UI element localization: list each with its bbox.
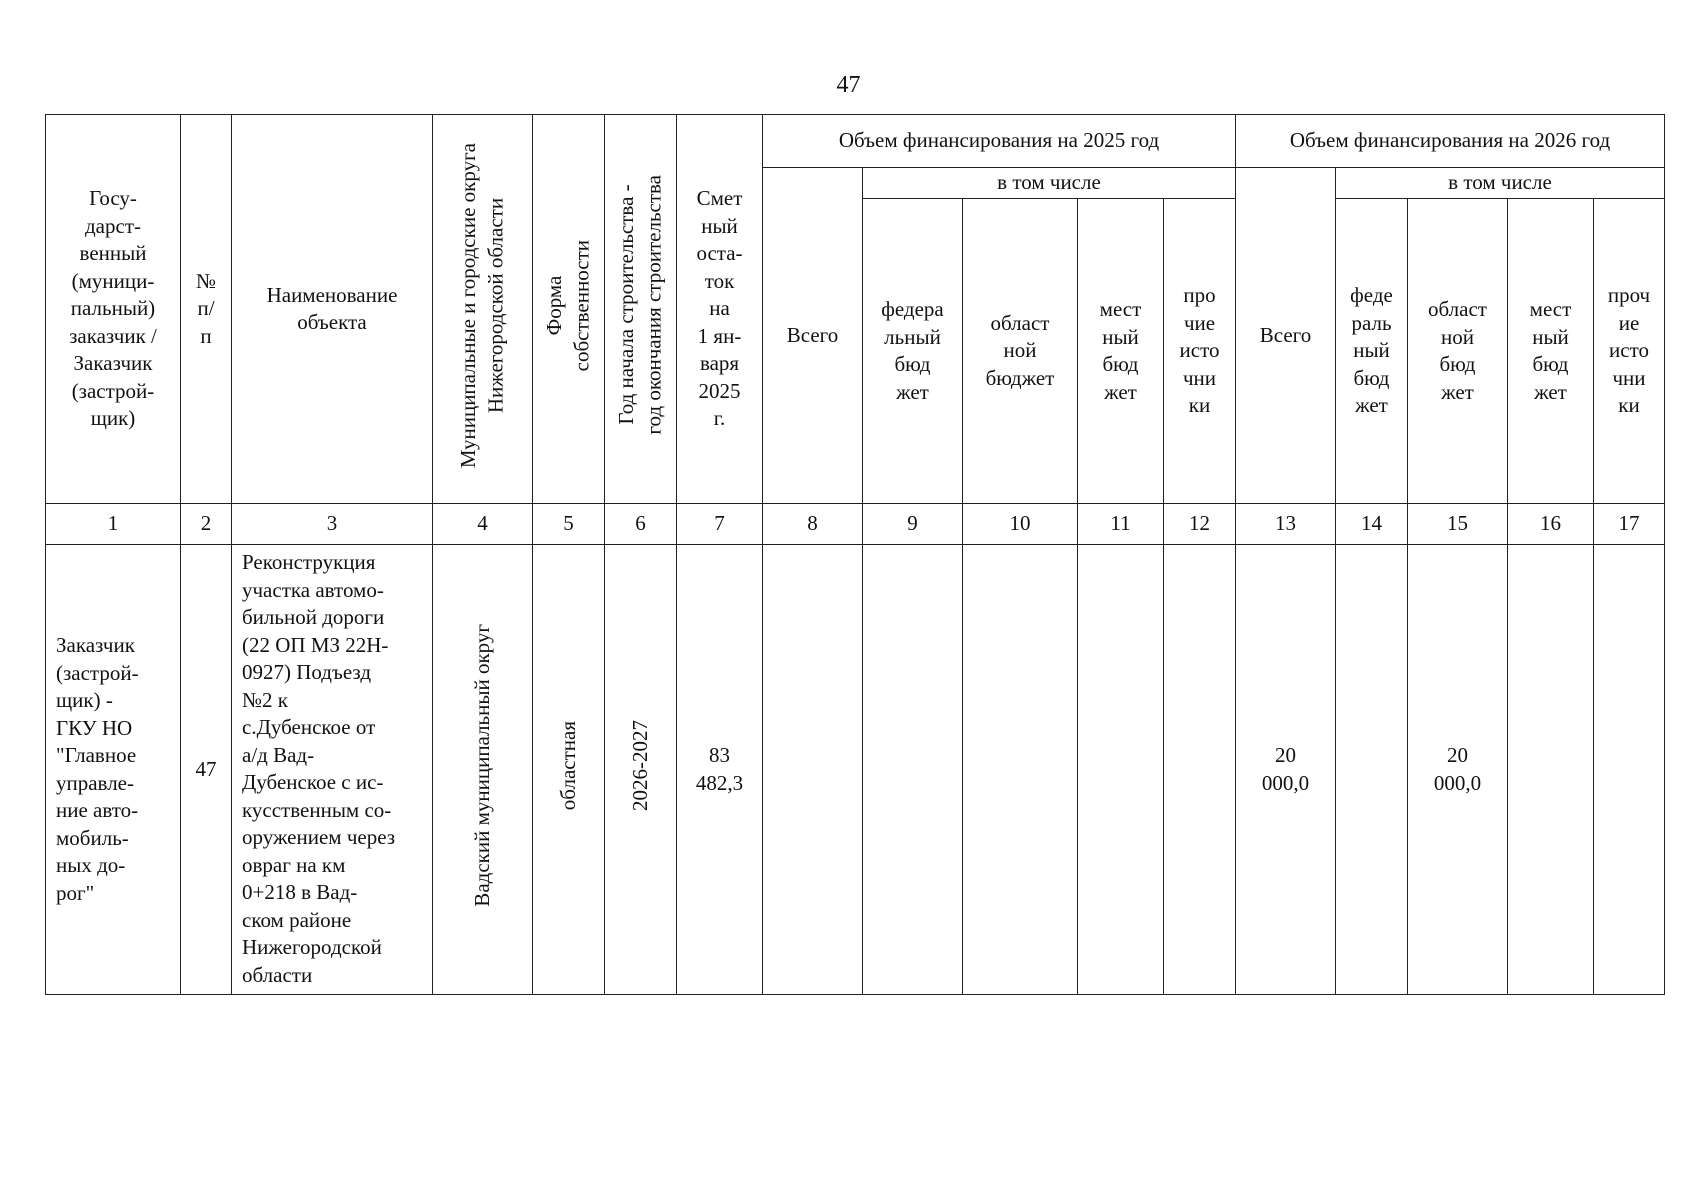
header-local-2025: мест ный бюд жет — [1078, 199, 1164, 504]
header-municipalities: Муниципальные и городские округа Нижегородской области — [433, 115, 533, 504]
column-number-row — [46, 504, 1665, 545]
column-number: 1 — [46, 504, 181, 545]
column-number: 4 — [433, 504, 533, 545]
column-number: 8 — [763, 504, 863, 545]
cell-other-2026 — [1594, 545, 1665, 995]
header-object-name: Наименование объекта — [232, 115, 433, 504]
cell-regional-2026: 20 000,0 — [1408, 545, 1508, 995]
column-number: 14 — [1336, 504, 1408, 545]
header-regional-2026: област ной бюд жет — [1408, 199, 1508, 504]
cell-municipality: Вадский муниципальный округ — [433, 545, 533, 995]
column-number: 9 — [863, 504, 963, 545]
cell-object-name: Реконструкция участка автомо- бильной дороги (22 ОП МЗ 22Н- 0927) Подъезд №2 к с.Дубенское от а/д Вад- Дубенское с ис- кусственным со- оружением через овраг на км 0+218 в Вад- ском районе Нижегородской области — [232, 545, 433, 995]
cell-total-2025 — [763, 545, 863, 995]
header-federal-2026: феде раль ный бюд жет — [1336, 199, 1408, 504]
header-including-2026: в том числе — [1336, 168, 1665, 199]
column-number: 3 — [232, 504, 433, 545]
header-other-2025: про чие исто чни ки — [1164, 199, 1236, 504]
header-including-2025: в том числе — [863, 168, 1236, 199]
column-number: 16 — [1508, 504, 1594, 545]
column-number: 5 — [533, 504, 605, 545]
cell-total-2026: 20 000,0 — [1236, 545, 1336, 995]
cell-other-2025 — [1164, 545, 1236, 995]
header-federal-2025: федера льный бюд жет — [863, 199, 963, 504]
table-row — [46, 545, 1665, 995]
column-number: 10 — [963, 504, 1078, 545]
cell-local-2026 — [1508, 545, 1594, 995]
header-local-2026: мест ный бюд жет — [1508, 199, 1594, 504]
header-total-2025: Всего — [763, 168, 863, 504]
cell-federal-2026 — [1336, 545, 1408, 995]
column-number: 12 — [1164, 504, 1236, 545]
column-number: 11 — [1078, 504, 1164, 545]
column-number: 13 — [1236, 504, 1336, 545]
column-number: 7 — [677, 504, 763, 545]
cell-number: 47 — [181, 545, 232, 995]
column-number: 15 — [1408, 504, 1508, 545]
column-number: 6 — [605, 504, 677, 545]
cell-regional-2025 — [963, 545, 1078, 995]
column-number: 17 — [1594, 504, 1665, 545]
page-number: 47 — [836, 72, 861, 98]
cell-federal-2025 — [863, 545, 963, 995]
cell-ownership: областная — [533, 545, 605, 995]
header-number: № п/ п — [181, 115, 232, 504]
header-funding-2026: Объем финансирования на 2026 год — [1236, 115, 1665, 168]
header-ownership: Форма собственности — [533, 115, 605, 504]
header-customer: Госу- дарст- венный (муници- пальный) заказчик / Заказчик (застрой- щик) — [46, 115, 181, 504]
construction-funding-table — [45, 114, 1665, 995]
header-total-2026: Всего — [1236, 168, 1336, 504]
column-number: 2 — [181, 504, 232, 545]
header-funding-2025: Объем финансирования на 2025 год — [763, 115, 1236, 168]
header-other-2026: проч ие исто чни ки — [1594, 199, 1665, 504]
header-regional-2025: област ной бюджет — [963, 199, 1078, 504]
header-construction-years: Год начала строительства - год окончания строительства — [605, 115, 677, 504]
cell-estimate-balance: 83 482,3 — [677, 545, 763, 995]
header-row-1 — [46, 115, 1665, 168]
header-estimate-balance: Смет ный оста- ток на 1 ян- варя 2025 г. — [677, 115, 763, 504]
cell-construction-years: 2026-2027 — [605, 545, 677, 995]
cell-customer: Заказчик (застрой- щик) - ГКУ НО "Главное управле- ние авто- мобиль- ных до- рог" — [46, 545, 181, 995]
cell-local-2025 — [1078, 545, 1164, 995]
